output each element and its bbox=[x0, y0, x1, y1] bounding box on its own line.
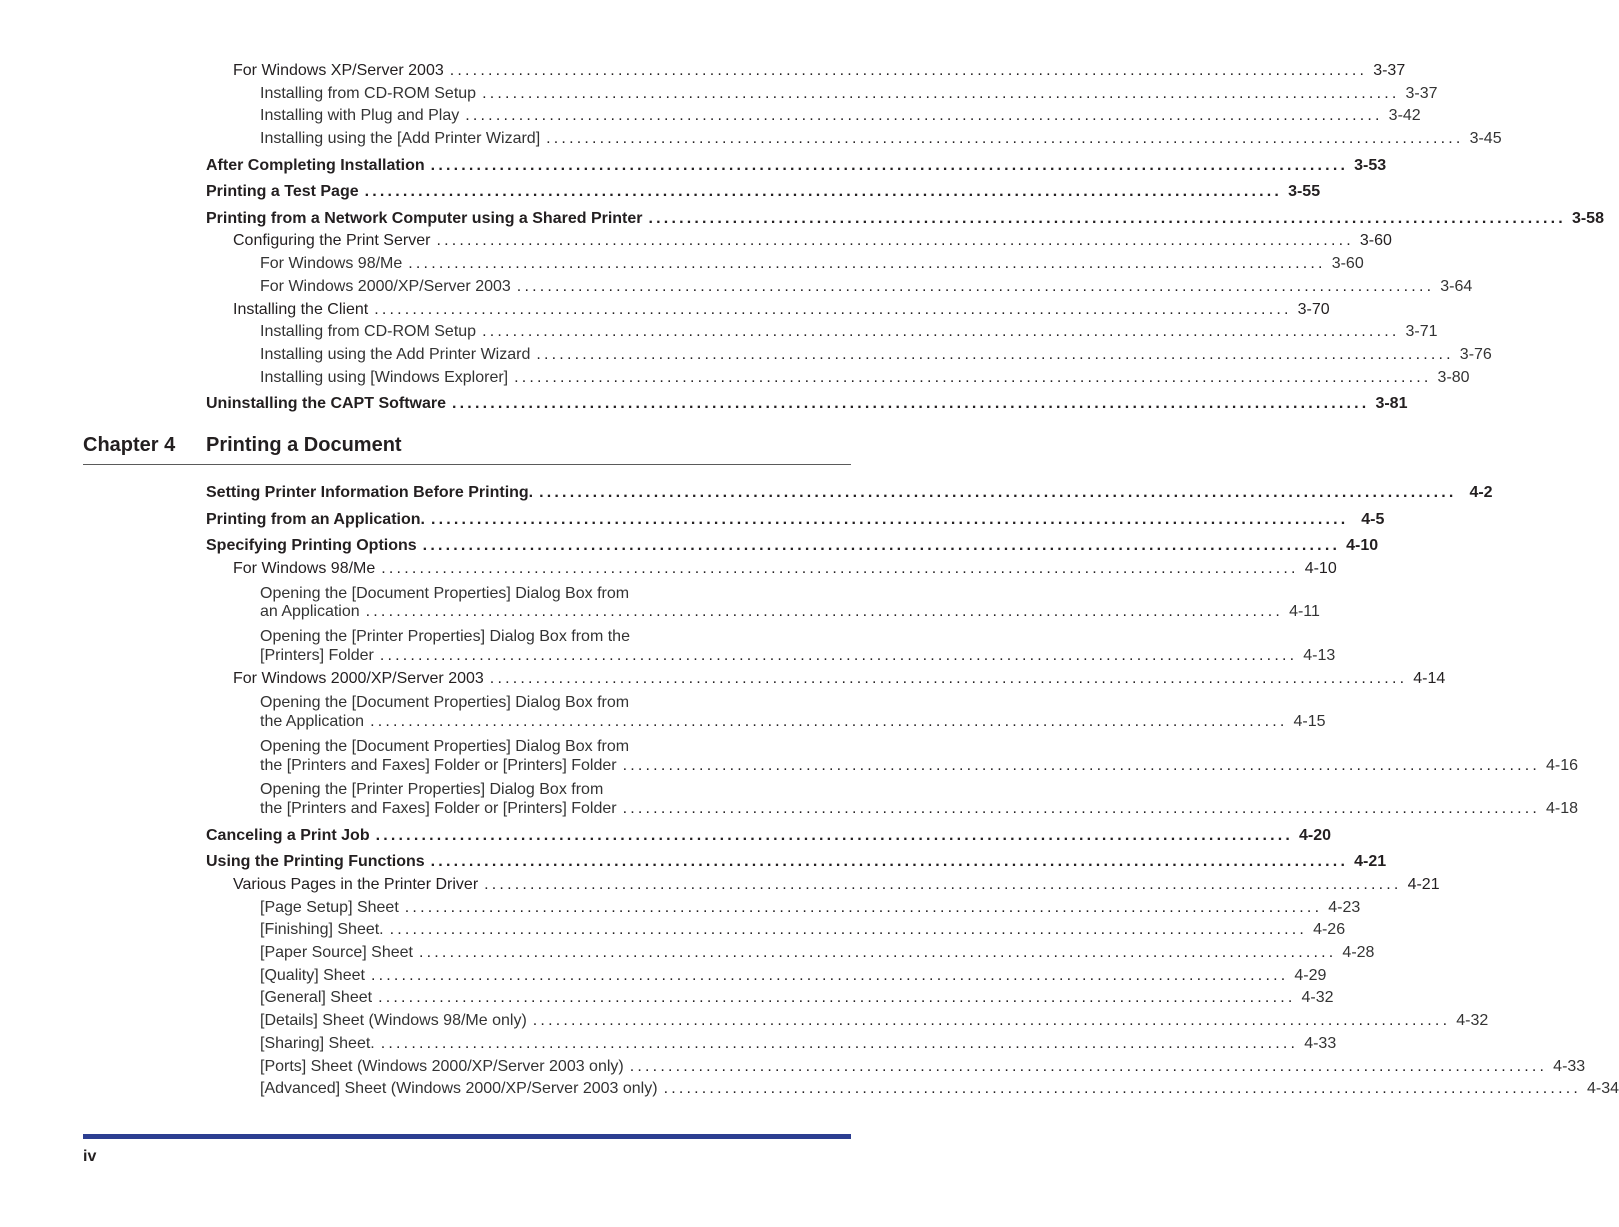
toc-entry-label: Installing the Client bbox=[233, 301, 369, 318]
toc-entry[interactable] bbox=[260, 1080, 1619, 1102]
toc-entry-label: [Sharing] Sheet. bbox=[260, 1035, 375, 1052]
dot-leader: ........................................................................................................................ bbox=[365, 603, 1284, 620]
toc-entry-label: Installing from CD-ROM Setup bbox=[260, 85, 477, 102]
toc-entry[interactable] bbox=[260, 1058, 1586, 1080]
dot-leader: ........................................................................................................................ bbox=[436, 232, 1354, 249]
dot-leader: ........................................................................................................................ bbox=[370, 713, 1288, 730]
toc-entry-label: an Application bbox=[260, 603, 360, 620]
dot-leader: ........................................................................................................................ bbox=[484, 876, 1402, 893]
toc-entry-page: 4-21 bbox=[1407, 876, 1440, 893]
dot-leader: ........................................................................................................................ bbox=[622, 757, 1541, 774]
toc-entry-label: Setting Printer Information Before Printing. bbox=[206, 484, 534, 501]
toc-entry-page: 4-18 bbox=[1546, 800, 1579, 817]
toc-entry-label: Installing using the Add Printer Wizard bbox=[260, 346, 531, 363]
toc-entry-page: 3-71 bbox=[1405, 323, 1438, 340]
toc-entry[interactable] bbox=[260, 1012, 1489, 1034]
dot-leader: ........................................................................................................................ bbox=[404, 899, 1323, 916]
toc-entry-page: 4-32 bbox=[1456, 1012, 1489, 1029]
toc-entry-page: 4-10 bbox=[1304, 560, 1337, 577]
dot-leader: ........................................................................................................................ bbox=[389, 921, 1308, 938]
dot-leader: ........................................................................................................................ bbox=[539, 484, 1457, 501]
toc-entry[interactable] bbox=[260, 369, 1470, 391]
toc-entry-page: 4-13 bbox=[1303, 647, 1336, 664]
toc-entry[interactable] bbox=[206, 827, 1332, 849]
toc-entry-label: [Finishing] Sheet. bbox=[260, 921, 384, 938]
toc-entry-page: 3-37 bbox=[1405, 85, 1438, 102]
toc-entry[interactable] bbox=[206, 511, 1385, 533]
toc-entry[interactable] bbox=[233, 876, 1440, 898]
toc-entry[interactable] bbox=[260, 603, 1320, 625]
toc-entry-label: [Printers] Folder bbox=[260, 647, 374, 664]
dot-leader: ........................................................................................................................ bbox=[482, 85, 1400, 102]
toc-entry-page: 4-11 bbox=[1289, 603, 1320, 620]
toc-entry-label: Uninstalling the CAPT Software bbox=[206, 395, 447, 412]
toc-entry-page: 4-29 bbox=[1294, 967, 1327, 984]
toc-entry-page: 3-37 bbox=[1373, 62, 1406, 79]
chapter-number: Chapter 4 bbox=[83, 434, 176, 456]
toc-entry-label: [Paper Source] Sheet bbox=[260, 944, 413, 961]
toc-entry-label-line1: Opening the [Document Properties] Dialog Box from bbox=[260, 585, 630, 602]
toc-entry[interactable] bbox=[233, 62, 1406, 84]
dot-leader: ........................................................................................................................ bbox=[622, 800, 1541, 817]
dot-leader: ........................................................................................................................ bbox=[408, 255, 1326, 272]
dot-leader: ........................................................................................................................ bbox=[370, 967, 1289, 984]
toc-entry[interactable] bbox=[233, 301, 1330, 323]
toc-entry[interactable] bbox=[206, 484, 1493, 506]
toc-entry-label: Installing using the [Add Printer Wizard] bbox=[260, 130, 541, 147]
toc-entry-label: Using the Printing Functions bbox=[206, 853, 425, 870]
toc-entry-label: [Advanced] Sheet (Windows 2000/XP/Server 2003 only) bbox=[260, 1080, 658, 1097]
toc-entry-page: 3-64 bbox=[1440, 278, 1473, 295]
toc-entry[interactable] bbox=[260, 800, 1579, 822]
toc-entry-page: 3-60 bbox=[1331, 255, 1364, 272]
toc-entry[interactable] bbox=[260, 713, 1326, 735]
dot-leader: ........................................................................................................................ bbox=[452, 395, 1370, 412]
toc-entry[interactable] bbox=[206, 183, 1321, 205]
dot-leader: ........................................................................................................................ bbox=[449, 62, 1368, 79]
toc-entry-label: For Windows XP/Server 2003 bbox=[233, 62, 444, 79]
toc-entry[interactable] bbox=[206, 395, 1408, 417]
dot-leader: ........................................................................................................................ bbox=[516, 278, 1435, 295]
toc-entry-page: 4-20 bbox=[1299, 827, 1332, 844]
toc-entry-label: Installing using [Windows Explorer] bbox=[260, 369, 509, 386]
toc-entry-label: Installing from CD-ROM Setup bbox=[260, 323, 477, 340]
toc-entry[interactable] bbox=[260, 647, 1336, 669]
toc-entry[interactable] bbox=[260, 944, 1375, 966]
toc-entry-label: [Page Setup] Sheet bbox=[260, 899, 399, 916]
toc-entry[interactable] bbox=[260, 346, 1492, 368]
footer-rule bbox=[83, 1134, 851, 1139]
toc-entry-label: Various Pages in the Printer Driver bbox=[233, 876, 479, 893]
dot-leader: ........................................................................................................................ bbox=[381, 560, 1299, 577]
chapter-divider bbox=[83, 464, 851, 465]
toc-entry[interactable] bbox=[260, 130, 1502, 152]
toc-entry-label: Printing from a Network Computer using a Shared Printer bbox=[206, 210, 643, 227]
toc-entry[interactable] bbox=[260, 255, 1364, 277]
toc-entry-page: 3-70 bbox=[1297, 301, 1330, 318]
toc-entry[interactable] bbox=[260, 107, 1421, 129]
dot-leader: ........................................................................................................................ bbox=[364, 183, 1283, 200]
dot-leader: ........................................................................................................................ bbox=[418, 944, 1337, 961]
toc-entry-label-line1: Opening the [Printer Properties] Dialog Box from bbox=[260, 781, 604, 798]
toc-entry-page: 3-60 bbox=[1359, 232, 1392, 249]
dot-leader: ........................................................................................................................ bbox=[430, 511, 1349, 528]
toc-entry-label: the [Printers and Faxes] Folder or [Printers] Folder bbox=[260, 757, 617, 774]
toc-entry[interactable] bbox=[206, 157, 1387, 179]
toc-entry-label: Installing with Plug and Play bbox=[260, 107, 460, 124]
toc-entry-page: 4-26 bbox=[1313, 921, 1346, 938]
toc-entry[interactable] bbox=[260, 989, 1334, 1011]
toc-entry[interactable] bbox=[260, 85, 1438, 107]
dot-leader: ........................................................................................................................ bbox=[375, 827, 1294, 844]
toc-entry-label: For Windows 98/Me bbox=[233, 560, 376, 577]
dot-leader: ........................................................................................................................ bbox=[482, 323, 1400, 340]
toc-entry-page: 3-81 bbox=[1375, 395, 1408, 412]
dot-leader: ........................................................................................................................ bbox=[378, 989, 1296, 1006]
toc-entry-page: 4-33 bbox=[1304, 1035, 1337, 1052]
toc-entry[interactable] bbox=[206, 210, 1604, 232]
toc-entry[interactable] bbox=[260, 967, 1327, 989]
toc-entry[interactable] bbox=[260, 921, 1346, 943]
toc-entry-page: 4-5 bbox=[1361, 511, 1385, 528]
toc-entry-label: [General] Sheet bbox=[260, 989, 373, 1006]
toc-entry[interactable] bbox=[260, 323, 1438, 345]
toc-entry-page: 4-32 bbox=[1301, 989, 1334, 1006]
dot-leader: ........................................................................................................................ bbox=[489, 670, 1408, 687]
dot-leader: ........................................................................................................................ bbox=[430, 157, 1349, 174]
toc-entry-page: 3-55 bbox=[1288, 183, 1321, 200]
toc-entry-label: For Windows 2000/XP/Server 2003 bbox=[233, 670, 484, 687]
toc-entry-label: [Details] Sheet (Windows 98/Me only) bbox=[260, 1012, 527, 1029]
toc-entry-page: 4-33 bbox=[1553, 1058, 1586, 1075]
toc-entry-page: 4-10 bbox=[1346, 537, 1379, 554]
toc-entry-label: For Windows 2000/XP/Server 2003 bbox=[260, 278, 511, 295]
dot-leader: ........................................................................................................................ bbox=[374, 301, 1292, 318]
dot-leader: ........................................................................................................................ bbox=[379, 647, 1298, 664]
toc-entry-label: Specifying Printing Options bbox=[206, 537, 417, 554]
toc-entry-page: 4-15 bbox=[1293, 713, 1326, 730]
toc-entry[interactable] bbox=[233, 670, 1446, 692]
toc-entry-page: 3-80 bbox=[1437, 369, 1470, 386]
footer-page-number: iv bbox=[83, 1148, 97, 1165]
toc-entry[interactable] bbox=[233, 232, 1392, 254]
toc-entry-page: 3-58 bbox=[1571, 210, 1604, 227]
toc-entry-page: 4-28 bbox=[1342, 944, 1375, 961]
toc-entry-label-line1: Opening the [Document Properties] Dialog Box from bbox=[260, 738, 630, 755]
toc-entry-page: 4-21 bbox=[1354, 853, 1387, 870]
toc-entry[interactable] bbox=[260, 757, 1579, 779]
dot-leader: ........................................................................................................................ bbox=[465, 107, 1383, 124]
toc-entry-label-line1: Opening the [Printer Properties] Dialog Box from the bbox=[260, 628, 630, 645]
dot-leader: ........................................................................................................................ bbox=[514, 369, 1432, 386]
toc-entry[interactable] bbox=[206, 853, 1387, 875]
dot-leader: ........................................................................................................................ bbox=[532, 1012, 1451, 1029]
toc-entry-label: [Ports] Sheet (Windows 2000/XP/Server 2003 only) bbox=[260, 1058, 624, 1075]
toc-entry-page: 4-16 bbox=[1546, 757, 1579, 774]
toc-entry-label: the [Printers and Faxes] Folder or [Printers] Folder bbox=[260, 800, 617, 817]
toc-entry-page: 4-14 bbox=[1413, 670, 1446, 687]
toc-entry-page: 4-2 bbox=[1469, 484, 1493, 501]
dot-leader: ........................................................................................................................ bbox=[629, 1058, 1548, 1075]
toc-entry-page: 4-34 bbox=[1587, 1080, 1619, 1097]
chapter-title: Printing a Document bbox=[206, 434, 402, 456]
toc-entry-page: 3-53 bbox=[1354, 157, 1387, 174]
toc-entry-label: Canceling a Print Job bbox=[206, 827, 370, 844]
dot-leader: ........................................................................................................................ bbox=[648, 210, 1566, 227]
toc-entry-label: After Completing Installation bbox=[206, 157, 425, 174]
dot-leader: ........................................................................................................................ bbox=[380, 1035, 1299, 1052]
toc-entry[interactable] bbox=[206, 537, 1379, 559]
toc-entry-label: [Quality] Sheet bbox=[260, 967, 365, 984]
toc-entry-label: Printing from an Application. bbox=[206, 511, 425, 528]
toc-entry-label: the Application bbox=[260, 713, 365, 730]
toc-entry-label: Configuring the Print Server bbox=[233, 232, 431, 249]
dot-leader: ........................................................................................................................ bbox=[422, 537, 1341, 554]
dot-leader: ........................................................................................................................ bbox=[430, 853, 1349, 870]
toc-entry[interactable] bbox=[260, 899, 1361, 921]
toc-entry-page: 3-42 bbox=[1388, 107, 1421, 124]
toc-entry-label: Printing a Test Page bbox=[206, 183, 359, 200]
toc-entry-page: 3-45 bbox=[1469, 130, 1502, 147]
toc-entry[interactable] bbox=[260, 1035, 1337, 1057]
toc-entry[interactable] bbox=[260, 278, 1473, 300]
dot-leader: ........................................................................................................................ bbox=[536, 346, 1454, 363]
toc-entry-label-line1: Opening the [Document Properties] Dialog Box from bbox=[260, 694, 630, 711]
toc-entry-label: For Windows 98/Me bbox=[260, 255, 403, 272]
dot-leader: ........................................................................................................................ bbox=[663, 1080, 1581, 1097]
toc-entry-page: 3-76 bbox=[1459, 346, 1492, 363]
toc-entry[interactable] bbox=[233, 560, 1337, 582]
toc-entry-page: 4-23 bbox=[1328, 899, 1361, 916]
dot-leader: ........................................................................................................................ bbox=[546, 130, 1464, 147]
